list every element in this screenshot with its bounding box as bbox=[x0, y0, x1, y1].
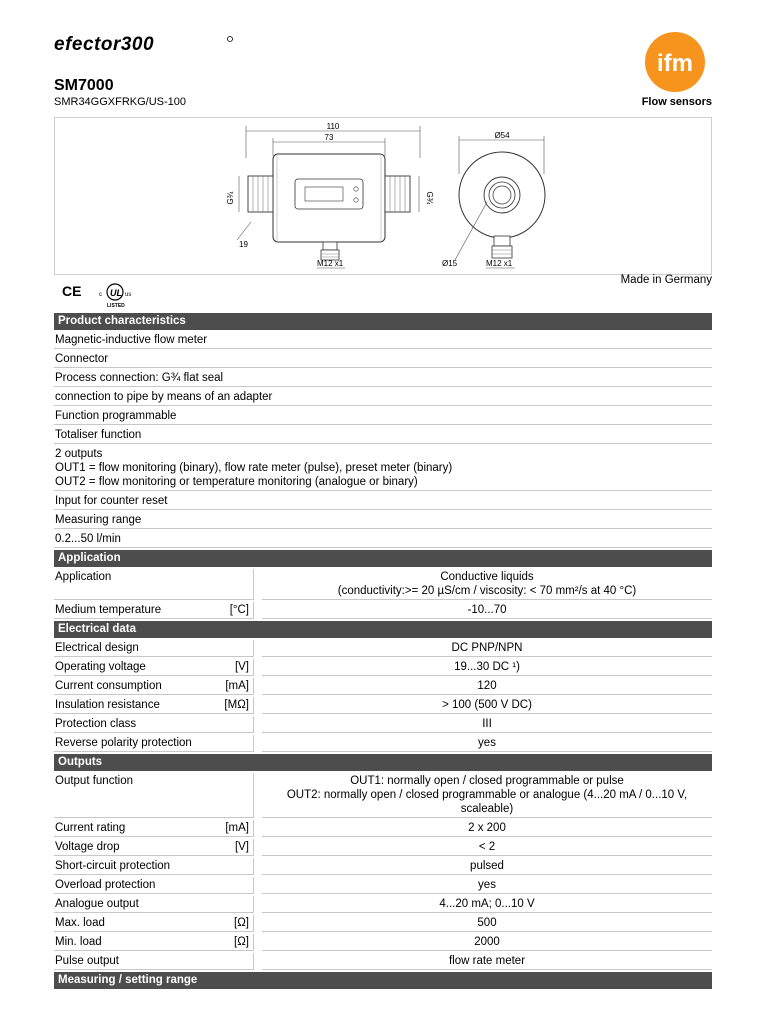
dim-110-label: 110 bbox=[326, 122, 340, 131]
spec-label: Operating voltage bbox=[55, 661, 146, 673]
spec-value: OUT1: normally open / closed programmable or pulse OUT2: normally open / closed programmable or analogue (4...20 mA / 0...10 V, scaleable) bbox=[262, 773, 712, 818]
spec-row bbox=[54, 735, 712, 752]
spec-label: Protection class bbox=[55, 718, 137, 730]
spec-label-cell bbox=[54, 697, 254, 714]
spec-row bbox=[54, 820, 712, 837]
spec-label-cell bbox=[54, 915, 254, 932]
spec-value: 120 bbox=[262, 678, 712, 695]
spec-row bbox=[54, 877, 712, 894]
spec-row bbox=[54, 773, 712, 818]
section-outputs bbox=[54, 754, 712, 970]
spec-row bbox=[54, 569, 712, 600]
certification-marks bbox=[62, 283, 142, 309]
spec-unit: [°C] bbox=[229, 604, 249, 616]
section-electrical-data bbox=[54, 621, 712, 752]
thread-right-label: G¾ bbox=[425, 191, 434, 205]
spec-row: Function programmable bbox=[54, 408, 712, 425]
spec-value: yes bbox=[262, 735, 712, 752]
ifm-logo bbox=[644, 31, 706, 93]
spec-row bbox=[54, 659, 712, 676]
spec-unit bbox=[249, 878, 251, 892]
dimension-drawing bbox=[54, 117, 712, 275]
spec-label: Analogue output bbox=[55, 898, 139, 910]
dim-54-label: Ø54 bbox=[494, 131, 510, 140]
spec-label-cell bbox=[54, 839, 254, 856]
spec-row: Input for counter reset bbox=[54, 493, 712, 510]
section-header: Electrical data bbox=[54, 621, 712, 638]
ce-mark: CE bbox=[62, 283, 82, 299]
spec-row: Connector bbox=[54, 351, 712, 368]
spec-label-cell bbox=[54, 896, 254, 913]
spec-value: Conductive liquids (conductivity:>= 20 µS/cm / viscosity: < 70 mm²/s at 40 °C) bbox=[262, 569, 712, 600]
spec-row: connection to pipe by means of an adapter bbox=[54, 389, 712, 406]
dim-15-label: Ø15 bbox=[442, 259, 458, 268]
spec-label-cell bbox=[54, 678, 254, 695]
spec-value: DC PNP/NPN bbox=[262, 640, 712, 657]
spec-label-cell bbox=[54, 953, 254, 970]
section-header: Application bbox=[54, 550, 712, 567]
article-number: SMR34GGXFRKG/US-100 bbox=[54, 96, 187, 108]
spec-row bbox=[54, 697, 712, 714]
spec-unit: [Ω] bbox=[234, 936, 249, 948]
spec-row bbox=[54, 953, 712, 970]
made-in-label: Made in Germany bbox=[620, 274, 712, 286]
connector-left-label: M12 x1 bbox=[317, 259, 344, 268]
spec-value: 2 x 200 bbox=[262, 820, 712, 837]
spec-label: Reverse polarity protection bbox=[55, 737, 192, 749]
spec-unit bbox=[249, 717, 251, 731]
product-category: Flow sensors bbox=[641, 96, 712, 108]
spec-value: 2000 bbox=[262, 934, 712, 951]
spec-row bbox=[54, 858, 712, 875]
spec-label: Overload protection bbox=[55, 879, 156, 891]
spec-table bbox=[54, 313, 712, 991]
spec-unit bbox=[249, 570, 251, 598]
spec-value: 19...30 DC ¹) bbox=[262, 659, 712, 676]
spec-label-cell bbox=[54, 735, 254, 752]
spec-unit bbox=[249, 641, 251, 655]
spec-label: Output function bbox=[55, 775, 133, 787]
spec-label: Medium temperature bbox=[55, 604, 162, 616]
spec-row: 0.2...50 l/min bbox=[54, 531, 712, 548]
spec-label: Current rating bbox=[55, 822, 126, 834]
ul-us-mark: us bbox=[125, 292, 132, 298]
spec-unit bbox=[249, 859, 251, 873]
spec-row: Magnetic-inductive flow meter bbox=[54, 332, 712, 349]
svg-text:efector300: efector300 bbox=[54, 34, 155, 55]
spec-row bbox=[54, 678, 712, 695]
spec-label-cell bbox=[54, 659, 254, 676]
spec-label: Voltage drop bbox=[55, 841, 120, 853]
section-product-characteristics bbox=[54, 313, 712, 548]
spec-label: Short-circuit protection bbox=[55, 860, 171, 872]
product-model: SM7000 bbox=[54, 77, 114, 94]
spec-label-cell bbox=[54, 934, 254, 951]
spec-label: Max. load bbox=[55, 917, 105, 929]
spec-label: Min. load bbox=[55, 936, 102, 948]
spec-unit bbox=[249, 954, 251, 968]
spec-unit: [Ω] bbox=[234, 917, 249, 929]
spec-label: Insulation resistance bbox=[55, 699, 160, 711]
spec-label-cell bbox=[54, 716, 254, 733]
spec-value: -10...70 bbox=[262, 602, 712, 619]
svg-text:ifm: ifm bbox=[657, 50, 693, 77]
spec-unit: [V] bbox=[234, 841, 249, 853]
spec-value: > 100 (500 V DC) bbox=[262, 697, 712, 714]
spec-label-cell bbox=[54, 858, 254, 875]
spec-value: flow rate meter bbox=[262, 953, 712, 970]
spec-unit bbox=[249, 774, 251, 816]
spec-value: 4...20 mA; 0...10 V bbox=[262, 896, 712, 913]
dim-73-label: 73 bbox=[324, 133, 334, 142]
spec-row: Totaliser function bbox=[54, 427, 712, 444]
section-header: Measuring / setting range bbox=[54, 972, 712, 989]
spec-row: Process connection: G¾ flat seal bbox=[54, 370, 712, 387]
thread-left-label: G¾ bbox=[226, 191, 235, 205]
spec-unit bbox=[249, 897, 251, 911]
ul-c-mark: c bbox=[99, 292, 102, 298]
spec-unit: [mA] bbox=[225, 680, 249, 692]
svg-text:UL: UL bbox=[110, 288, 122, 298]
spec-label-cell bbox=[54, 877, 254, 894]
spec-row bbox=[54, 602, 712, 619]
spec-row bbox=[54, 896, 712, 913]
spec-label: Current consumption bbox=[55, 680, 162, 692]
spec-label-cell bbox=[54, 773, 254, 818]
spec-value: 500 bbox=[262, 915, 712, 932]
spec-unit: [V] bbox=[234, 661, 249, 673]
spec-row: 2 outputs OUT1 = flow monitoring (binary), flow rate meter (pulse), preset meter (binary) OUT2 = flow monitoring or temperature monitoring (analogue or binary) bbox=[54, 446, 712, 491]
spec-label-cell bbox=[54, 820, 254, 837]
spec-label: Pulse output bbox=[55, 955, 119, 967]
spec-row bbox=[54, 934, 712, 951]
spec-row bbox=[54, 640, 712, 657]
spec-label: Application bbox=[55, 571, 112, 583]
efector300-brand-logo bbox=[54, 34, 234, 56]
spec-label: Electrical design bbox=[55, 642, 139, 654]
spec-row bbox=[54, 915, 712, 932]
section-header: Product characteristics bbox=[54, 313, 712, 330]
section-measuring-setting-range bbox=[54, 972, 712, 989]
spec-value: III bbox=[262, 716, 712, 733]
spec-row bbox=[54, 716, 712, 733]
connector-right-label: M12 x1 bbox=[486, 259, 513, 268]
spec-unit bbox=[249, 736, 251, 750]
spec-label-cell bbox=[54, 640, 254, 657]
spec-label-cell bbox=[54, 569, 254, 600]
section-header: Outputs bbox=[54, 754, 712, 771]
spec-label-cell bbox=[54, 602, 254, 619]
spec-value: pulsed bbox=[262, 858, 712, 875]
spec-row: Measuring range bbox=[54, 512, 712, 529]
spec-value: < 2 bbox=[262, 839, 712, 856]
spec-unit: [MΩ] bbox=[224, 699, 249, 711]
spec-value: yes bbox=[262, 877, 712, 894]
spec-row bbox=[54, 839, 712, 856]
spec-unit: [mA] bbox=[225, 822, 249, 834]
ul-listed-mark: LISTED bbox=[107, 303, 125, 309]
section-application bbox=[54, 550, 712, 619]
wrench-size-label: 19 bbox=[239, 240, 248, 249]
